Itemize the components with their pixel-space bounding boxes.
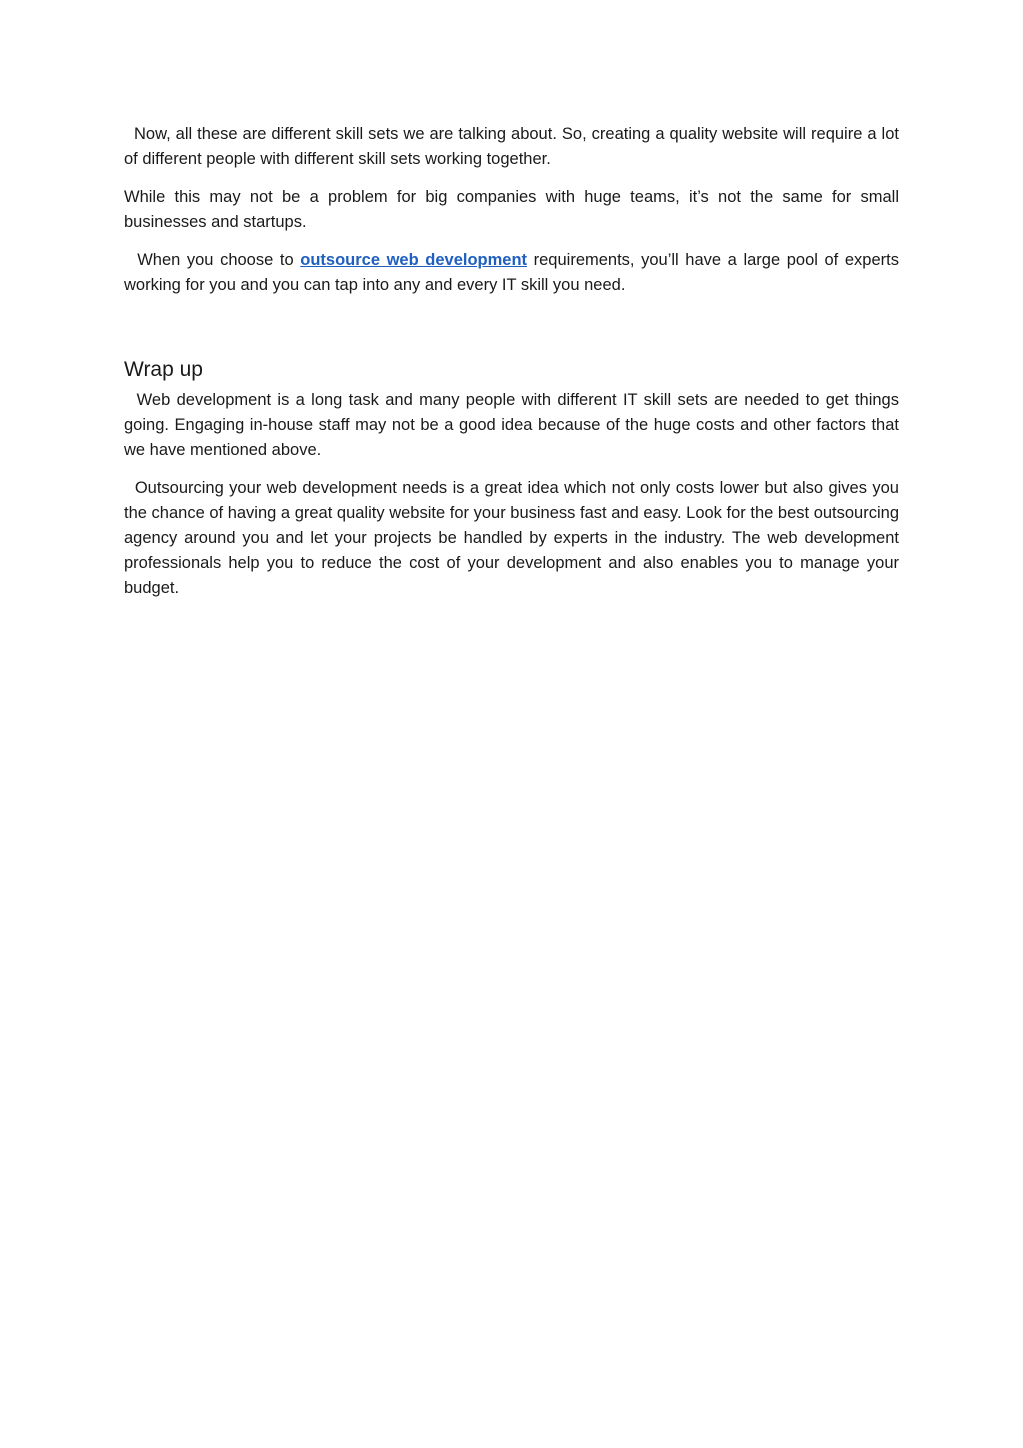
paragraph-text: While this may not be a problem for big companies with huge teams, it’s not the same for small businesses and startups. (124, 188, 899, 231)
outsource-web-development-link[interactable]: outsource web development (300, 251, 528, 269)
paragraph-text: Outsourcing your web development needs is a great idea which not only costs lower but also gives you the chance of having a great quality website for your business fast and easy. Look for the best outsourcing agency around you and let your projects be handled by experts in the industry. The web development professionals help you to reduce the cost of your development and also enables you to manage your budget. (124, 479, 899, 597)
paragraph-text: Now, all these are different skill sets we are talking about. So, creating a quality website will require a lot of different people with different skill sets working together. (124, 125, 899, 168)
section-heading-wrap-up: Wrap up (124, 358, 203, 381)
paragraph-web-development-long-task (124, 388, 899, 463)
paragraph-text-before-link: When you choose to (137, 251, 301, 269)
paragraph-outsourcing-needs (124, 476, 899, 601)
paragraph-outsource (124, 248, 899, 298)
paragraph-text: Web development is a long task and many people with different IT skill sets are needed to get things going. Engaging in-house staff may not be a good idea because of the huge costs and other factors that we have mentioned above. (124, 391, 899, 459)
paragraph-text-after-link: requirements, you’ll have a large pool of experts working for you and you can tap into any and every IT skill you need. (124, 251, 899, 294)
paragraph-small-businesses (124, 185, 899, 235)
paragraph-skill-sets (124, 122, 899, 172)
document-page (124, 122, 899, 614)
